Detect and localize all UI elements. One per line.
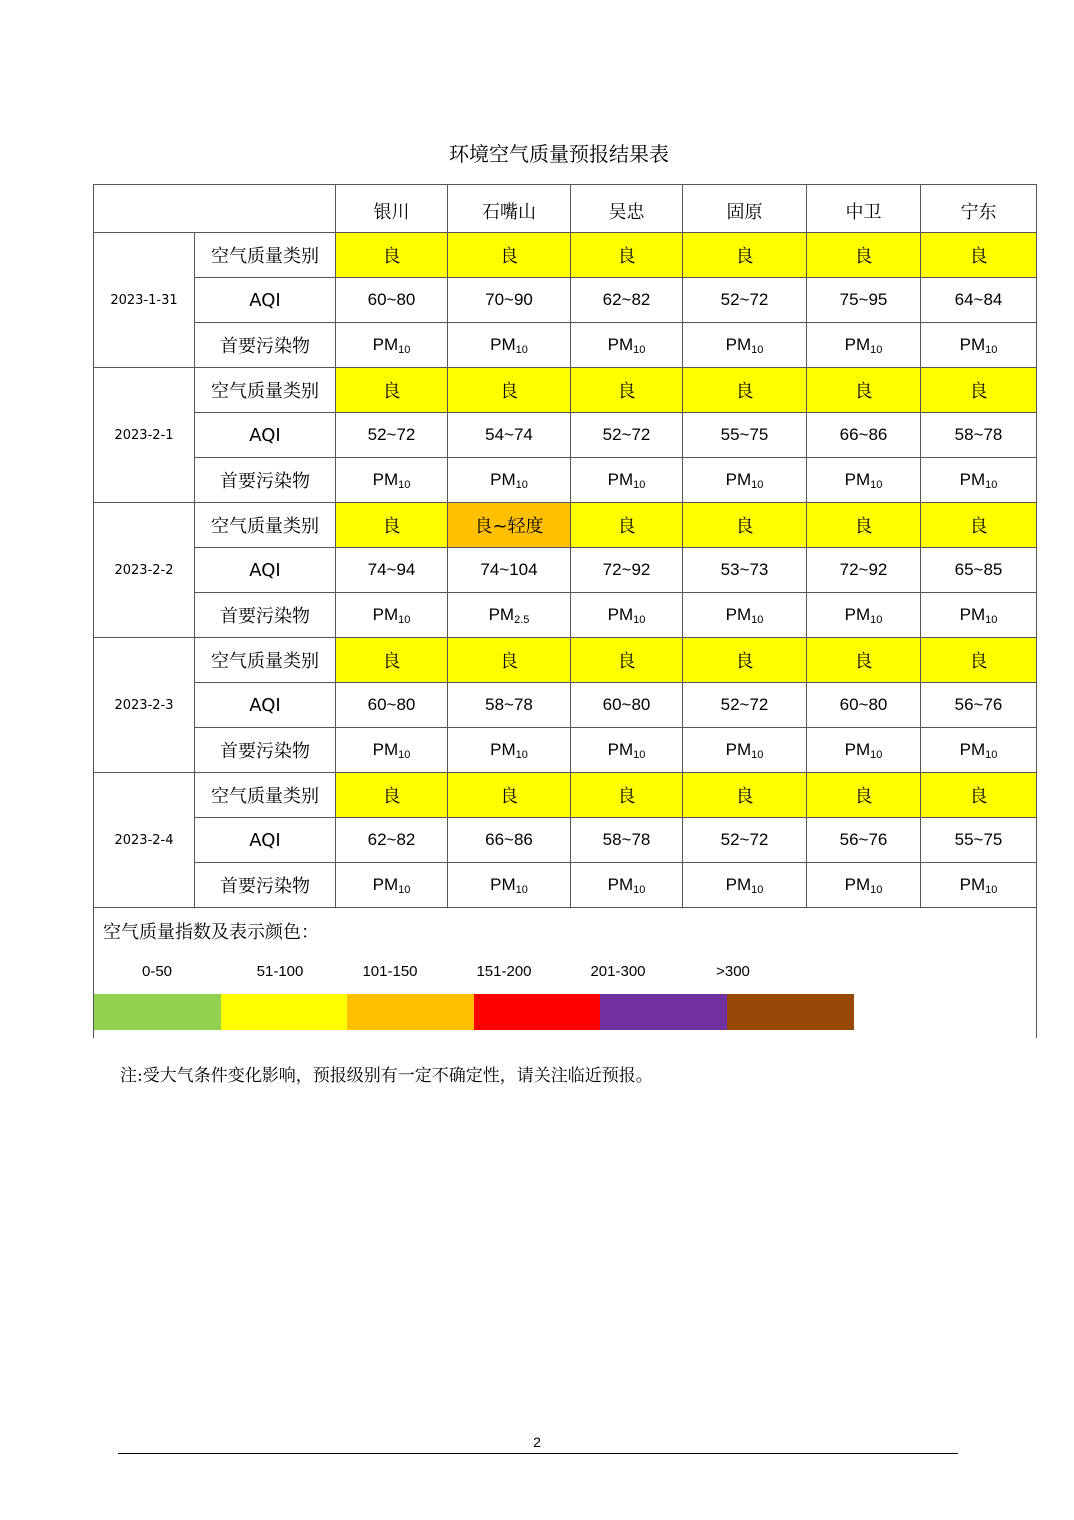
aqi-cell: 60~80: [336, 278, 448, 323]
category-cell: 良: [571, 233, 683, 278]
pollutant-cell: [448, 593, 571, 638]
city-header: 固原: [683, 185, 807, 233]
aqi-cell: 52~72: [683, 683, 807, 728]
category-cell: 良: [448, 368, 571, 413]
aqi-cell: 66~86: [807, 413, 921, 458]
pollutant-cell: [448, 458, 571, 503]
category-cell: 良~轻度: [448, 503, 571, 548]
category-cell: 良: [921, 638, 1037, 683]
row-label-pollutant: 首要污染物: [195, 323, 336, 368]
pollutant-subscript: 10: [751, 883, 764, 896]
pollutant-base: PM: [844, 874, 871, 894]
pollutant-base: PM: [725, 874, 752, 894]
pollutant-cell: [807, 728, 921, 773]
row-label-pollutant: 首要污染物: [195, 728, 336, 773]
pollutant-base: PM: [844, 739, 871, 759]
pollutant-cell: [571, 863, 683, 908]
category-cell: 良: [336, 638, 448, 683]
pollutant-base: PM: [607, 604, 634, 624]
aqi-cell: 74~104: [448, 548, 571, 593]
aqi-cell: 55~75: [683, 413, 807, 458]
pollutant-cell: [571, 323, 683, 368]
pollutant-subscript: 10: [870, 478, 883, 491]
forecast-table: [93, 184, 1037, 908]
header-corner: [94, 185, 336, 233]
category-cell: 良: [683, 773, 807, 818]
city-header: 吴忠: [571, 185, 683, 233]
category-cell: 良: [683, 503, 807, 548]
pollutant-cell: [921, 593, 1037, 638]
row-label-aqi: AQI: [195, 413, 336, 458]
row-label-pollutant: 首要污染物: [195, 458, 336, 503]
pollutant-cell: [336, 728, 448, 773]
aqi-cell: 64~84: [921, 278, 1037, 323]
pollutant-subscript: 10: [398, 613, 411, 626]
pollutant-subscript: 10: [515, 343, 528, 356]
pollutant-base: PM: [490, 874, 516, 894]
pollutant-subscript: 10: [870, 613, 883, 626]
aqi-cell: 55~75: [921, 818, 1037, 863]
pollutant-cell: [448, 728, 571, 773]
aqi-cell: 75~95: [807, 278, 921, 323]
legend-color-swatch: [600, 994, 727, 1030]
pollutant-subscript: 10: [985, 613, 998, 626]
category-cell: 良: [683, 233, 807, 278]
pollutant-base: PM: [607, 874, 634, 894]
pollutant-cell: [336, 323, 448, 368]
row-label-aqi: AQI: [195, 818, 336, 863]
pollutant-cell: [807, 593, 921, 638]
category-cell: 良: [921, 503, 1037, 548]
pollutant-subscript: 2.5: [514, 613, 530, 626]
row-label-category: 空气质量类别: [195, 503, 336, 548]
pollutant-subscript: 10: [633, 883, 646, 896]
aqi-cell: 60~80: [571, 683, 683, 728]
category-cell: 良: [448, 638, 571, 683]
category-row: [94, 773, 1037, 818]
pollutant-subscript: 10: [515, 883, 528, 896]
pollutant-base: PM: [372, 469, 399, 489]
pollutant-base: PM: [372, 334, 399, 354]
pollutant-row: [94, 728, 1037, 773]
legend-range-label: 51-100: [256, 963, 304, 980]
pollutant-base: PM: [844, 604, 871, 624]
category-cell: 良: [571, 638, 683, 683]
pollutant-cell: [336, 593, 448, 638]
category-cell: 良: [807, 233, 921, 278]
aqi-cell: 58~78: [448, 683, 571, 728]
pollutant-base: PM: [490, 739, 516, 759]
pollutant-base: PM: [725, 469, 752, 489]
pollutant-base: PM: [607, 334, 634, 354]
pollutant-cell: [571, 593, 683, 638]
forecast-date: 2023-2-3: [94, 638, 195, 773]
pollutant-cell: [683, 593, 807, 638]
pollutant-base: PM: [959, 739, 986, 759]
city-header: 银川: [336, 185, 448, 233]
forecast-date: 2023-2-1: [94, 368, 195, 503]
pollutant-subscript: 10: [398, 478, 411, 491]
footer-rule: [118, 1453, 958, 1454]
aqi-cell: 52~72: [571, 413, 683, 458]
legend-range-label: 151-200: [476, 963, 532, 980]
pollutant-subscript: 10: [870, 343, 883, 356]
pollutant-subscript: 10: [985, 748, 998, 761]
pollutant-cell: [448, 323, 571, 368]
table-title: 环境空气质量预报结果表: [449, 142, 669, 166]
pollutant-base: PM: [372, 604, 399, 624]
category-cell: 良: [571, 773, 683, 818]
pollutant-subscript: 10: [515, 748, 528, 761]
aqi-cell: 54~74: [448, 413, 571, 458]
pollutant-base: PM: [959, 604, 986, 624]
aqi-row: [94, 413, 1037, 458]
pollutant-base: PM: [844, 334, 871, 354]
pollutant-subscript: 10: [751, 613, 764, 626]
pollutant-base: PM: [959, 469, 986, 489]
aqi-cell: 58~78: [571, 818, 683, 863]
legend-color-swatch: [94, 994, 221, 1030]
pollutant-subscript: 10: [633, 613, 646, 626]
forecast-note: 注:受大气条件变化影响，预报级别有一定不确定性，请关注临近预报。: [120, 1066, 653, 1086]
category-cell: 良: [448, 773, 571, 818]
row-label-aqi: AQI: [195, 548, 336, 593]
row-label-category: 空气质量类别: [195, 773, 336, 818]
aqi-cell: 56~76: [921, 683, 1037, 728]
pollutant-subscript: 10: [398, 343, 411, 356]
pollutant-base: PM: [372, 739, 399, 759]
pollutant-cell: [571, 458, 683, 503]
pollutant-row: [94, 458, 1037, 503]
pollutant-base: PM: [490, 334, 516, 354]
aqi-cell: 58~78: [921, 413, 1037, 458]
row-label-aqi: AQI: [195, 278, 336, 323]
pollutant-row: [94, 323, 1037, 368]
legend-range-label: 101-150: [362, 963, 418, 980]
pollutant-base: PM: [607, 739, 634, 759]
aqi-row: [94, 278, 1037, 323]
category-cell: 良: [807, 773, 921, 818]
aqi-legend: [93, 906, 1037, 1038]
category-cell: 良: [336, 233, 448, 278]
legend-color-swatch: [474, 994, 601, 1030]
row-label-pollutant: 首要污染物: [195, 593, 336, 638]
pollutant-subscript: 10: [751, 748, 764, 761]
pollutant-cell: [683, 863, 807, 908]
category-row: [94, 368, 1037, 413]
category-cell: 良: [336, 773, 448, 818]
row-label-category: 空气质量类别: [195, 638, 336, 683]
pollutant-cell: [336, 863, 448, 908]
city-header: 石嘴山: [448, 185, 571, 233]
pollutant-subscript: 10: [985, 343, 998, 356]
city-header: 宁东: [921, 185, 1037, 233]
page-number: 2: [533, 1434, 541, 1450]
pollutant-subscript: 10: [751, 343, 764, 356]
pollutant-cell: [683, 458, 807, 503]
pollutant-subscript: 10: [870, 883, 883, 896]
aqi-cell: 60~80: [336, 683, 448, 728]
aqi-cell: 60~80: [807, 683, 921, 728]
aqi-cell: 74~94: [336, 548, 448, 593]
aqi-cell: 56~76: [807, 818, 921, 863]
legend-title: 空气质量指数及表示颜色：: [103, 922, 319, 943]
pollutant-cell: [807, 323, 921, 368]
pollutant-cell: [571, 728, 683, 773]
category-cell: 良: [921, 773, 1037, 818]
aqi-cell: 65~85: [921, 548, 1037, 593]
pollutant-cell: [921, 458, 1037, 503]
pollutant-base: PM: [488, 604, 515, 624]
aqi-row: [94, 818, 1037, 863]
category-row: [94, 638, 1037, 683]
aqi-cell: 66~86: [448, 818, 571, 863]
pollutant-row: [94, 593, 1037, 638]
pollutant-subscript: 10: [633, 478, 646, 491]
forecast-date: 2023-2-4: [94, 773, 195, 908]
aqi-cell: 70~90: [448, 278, 571, 323]
row-label-category: 空气质量类别: [195, 233, 336, 278]
category-cell: 良: [807, 368, 921, 413]
pollutant-cell: [683, 323, 807, 368]
legend-range-label: 201-300: [590, 963, 646, 980]
category-cell: 良: [683, 638, 807, 683]
aqi-cell: 52~72: [683, 278, 807, 323]
pollutant-cell: [921, 728, 1037, 773]
row-label-category: 空气质量类别: [195, 368, 336, 413]
category-cell: 良: [807, 503, 921, 548]
legend-color-swatch: [727, 994, 854, 1030]
category-cell: 良: [683, 368, 807, 413]
pollutant-base: PM: [725, 334, 752, 354]
pollutant-row: [94, 863, 1037, 908]
pollutant-subscript: 10: [398, 883, 411, 896]
pollutant-subscript: 10: [985, 478, 998, 491]
pollutant-base: PM: [959, 874, 986, 894]
category-cell: 良: [921, 233, 1037, 278]
pollutant-base: PM: [490, 469, 516, 489]
aqi-cell: 62~82: [336, 818, 448, 863]
forecast-date: 2023-1-31: [94, 233, 195, 368]
pollutant-base: PM: [725, 739, 752, 759]
category-cell: 良: [807, 638, 921, 683]
aqi-cell: 62~82: [571, 278, 683, 323]
aqi-cell: 52~72: [683, 818, 807, 863]
category-row: [94, 233, 1037, 278]
pollutant-cell: [807, 458, 921, 503]
pollutant-cell: [807, 863, 921, 908]
pollutant-cell: [448, 863, 571, 908]
pollutant-cell: [921, 323, 1037, 368]
category-cell: 良: [336, 368, 448, 413]
pollutant-base: PM: [607, 469, 634, 489]
pollutant-subscript: 10: [633, 343, 646, 356]
legend-range-label: 0-50: [141, 963, 173, 980]
category-cell: 良: [571, 503, 683, 548]
pollutant-subscript: 10: [515, 478, 528, 491]
legend-color-swatch: [347, 994, 474, 1030]
row-label-pollutant: 首要污染物: [195, 863, 336, 908]
aqi-row: [94, 548, 1037, 593]
row-label-aqi: AQI: [195, 683, 336, 728]
pollutant-subscript: 10: [985, 883, 998, 896]
legend-color-swatch: [221, 994, 348, 1030]
pollutant-subscript: 10: [870, 748, 883, 761]
aqi-cell: 52~72: [336, 413, 448, 458]
pollutant-base: PM: [844, 469, 871, 489]
pollutant-subscript: 10: [751, 478, 764, 491]
category-cell: 良: [571, 368, 683, 413]
legend-range-label: >300: [716, 963, 750, 980]
category-cell: 良: [448, 233, 571, 278]
category-cell: 良: [921, 368, 1037, 413]
pollutant-subscript: 10: [633, 748, 646, 761]
pollutant-cell: [683, 728, 807, 773]
aqi-row: [94, 683, 1037, 728]
forecast-date: 2023-2-2: [94, 503, 195, 638]
pollutant-base: PM: [372, 874, 399, 894]
pollutant-cell: [921, 863, 1037, 908]
aqi-cell: 53~73: [683, 548, 807, 593]
category-row: [94, 503, 1037, 548]
aqi-cell: 72~92: [571, 548, 683, 593]
aqi-cell: 72~92: [807, 548, 921, 593]
pollutant-subscript: 10: [398, 748, 411, 761]
pollutant-cell: [336, 458, 448, 503]
pollutant-base: PM: [959, 334, 986, 354]
category-cell: 良: [336, 503, 448, 548]
pollutant-base: PM: [725, 604, 752, 624]
city-header: 中卫: [807, 185, 921, 233]
header-row: [94, 185, 1037, 233]
